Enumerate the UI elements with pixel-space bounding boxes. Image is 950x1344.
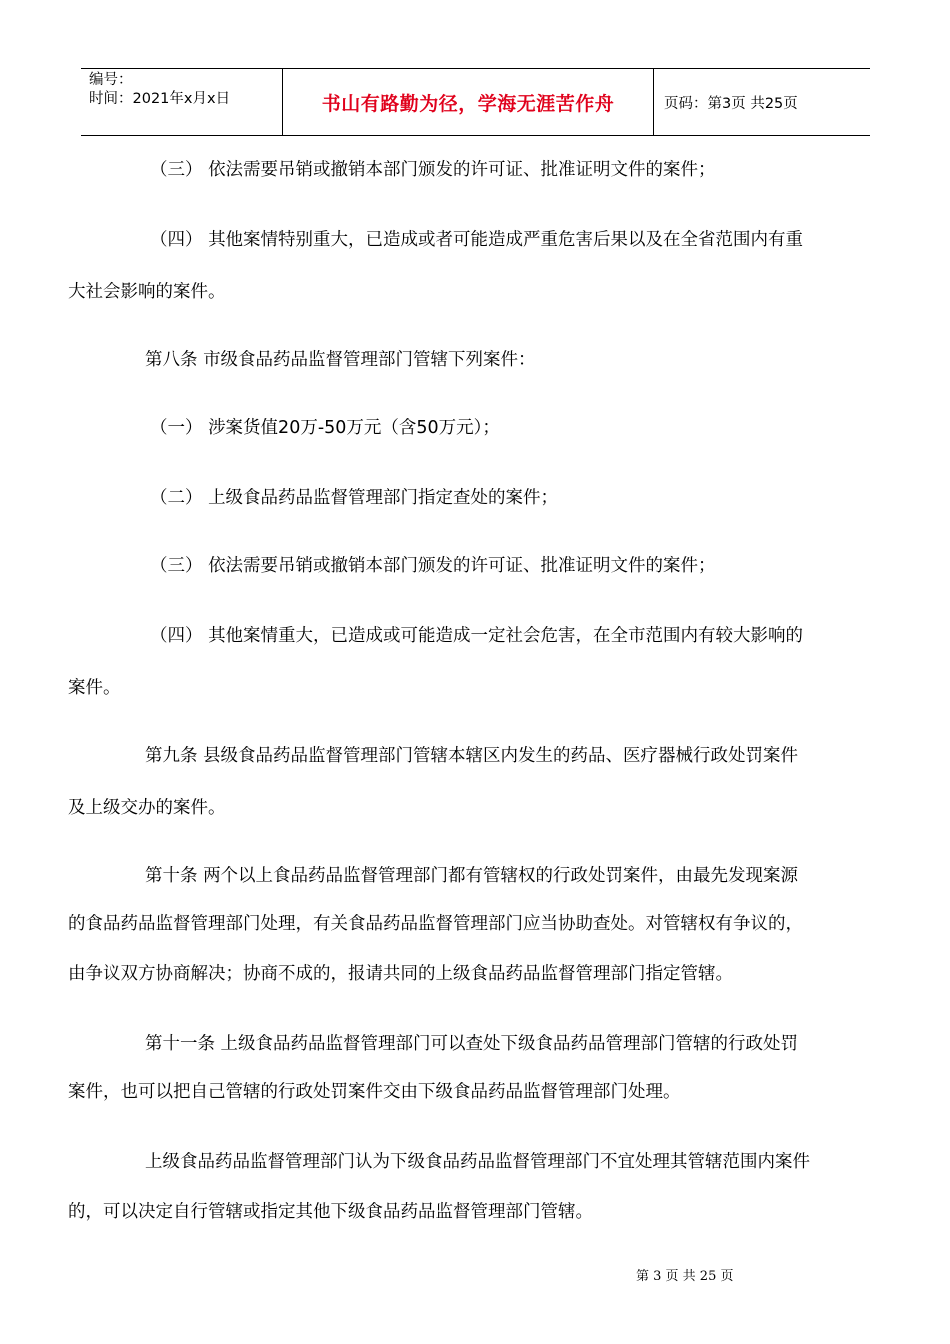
header-meta xyxy=(81,69,283,135)
document-number-label: 编号： xyxy=(89,72,133,88)
body-line: 大社会影响的案件。 xyxy=(68,282,226,302)
body-line: 的食品药品监督管理部门处理，有关食品药品监督管理部门应当协助查处。对管辖权有争议的， xyxy=(68,914,803,934)
body-line: 第八条 市级食品药品监督管理部门管辖下列案件： xyxy=(145,350,536,370)
page-footer: 第 3 页 共 25 页 xyxy=(636,1269,734,1284)
body-line: （四） 其他案情重大，已造成或可能造成一定社会危害，在全市范围内有较大影响的 xyxy=(150,626,804,646)
header-page-info: 页码：第3页 共25页 xyxy=(664,95,798,112)
body-line: （二） 上级食品药品监督管理部门指定查处的案件； xyxy=(150,488,559,508)
body-line: 案件。 xyxy=(68,678,121,698)
body-line: （三） 依法需要吊销或撤销本部门颁发的许可证、批准证明文件的案件； xyxy=(150,556,716,576)
body-line: （三） 依法需要吊销或撤销本部门颁发的许可证、批准证明文件的案件； xyxy=(150,160,716,180)
document-time-label: 时间：2021年x月x日 xyxy=(89,91,231,107)
body-line: 及上级交办的案件。 xyxy=(68,798,226,818)
body-line: 案件，也可以把自己管辖的行政处罚案件交由下级食品药品监督管理部门处理。 xyxy=(68,1082,681,1102)
body-line: （一） 涉案货值20万-50万元（含50万元）； xyxy=(150,418,500,438)
body-line: 的，可以决定自行管辖或指定其他下级食品药品监督管理部门管辖。 xyxy=(68,1202,593,1222)
body-line: 第九条 县级食品药品监督管理部门管辖本辖区内发生的药品、医疗器械行政处罚案件 xyxy=(145,746,799,766)
body-line: （四） 其他案情特别重大，已造成或者可能造成严重危害后果以及在全省范围内有重 xyxy=(150,230,804,250)
body-line: 由争议双方协商解决；协商不成的，报请共同的上级食品药品监督管理部门指定管辖。 xyxy=(68,964,733,984)
document-header xyxy=(81,68,870,136)
body-line: 第十条 两个以上食品药品监督管理部门都有管辖权的行政处罚案件，由最先发现案源 xyxy=(145,866,799,886)
body-line: 第十一条 上级食品药品监督管理部门可以查处下级食品药品管理部门管辖的行政处罚 xyxy=(145,1034,799,1054)
body-line: 上级食品药品监督管理部门认为下级食品药品监督管理部门不宜处理其管辖范围内案件 xyxy=(145,1152,810,1172)
header-motto: 书山有路勤为径，学海无涯苦作舟 xyxy=(283,69,654,135)
